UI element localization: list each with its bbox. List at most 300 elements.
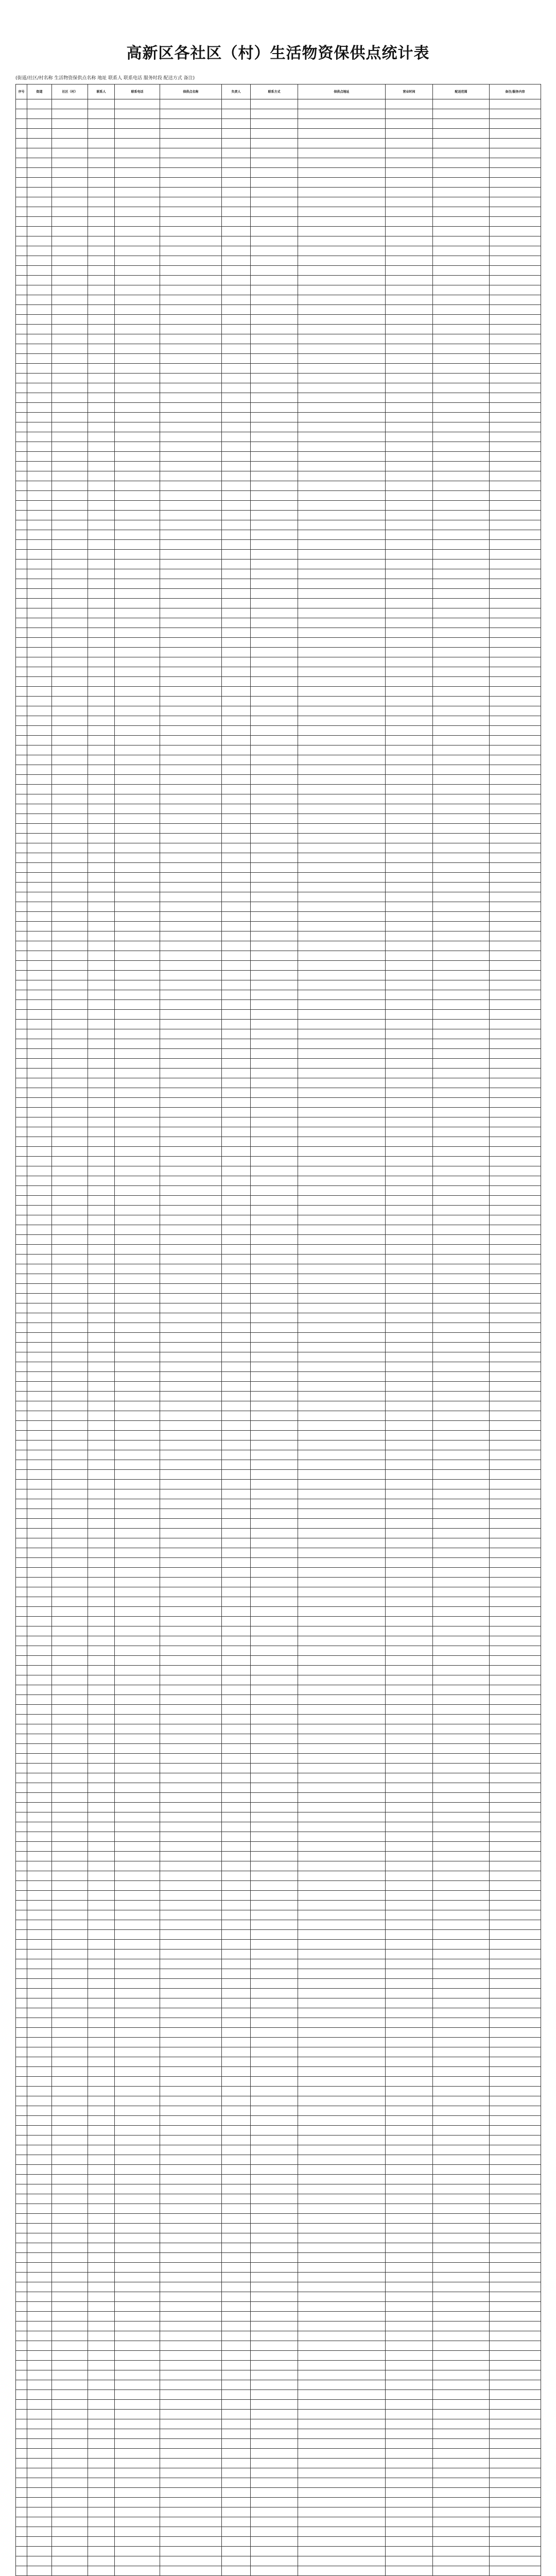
table-cell [27, 2116, 52, 2126]
table-cell [298, 99, 386, 109]
table-cell [160, 1969, 222, 1979]
table-row [16, 1460, 541, 1470]
table-cell [52, 276, 88, 285]
table-cell [27, 804, 52, 814]
table-cell [490, 2145, 541, 2155]
table-cell [115, 1029, 160, 1039]
table-row [16, 452, 541, 462]
table-cell [52, 1920, 88, 1930]
table-cell [16, 961, 27, 971]
table-cell [52, 2106, 88, 2116]
table-cell [386, 1852, 433, 1861]
table-cell [433, 1274, 490, 1284]
table-cell [16, 1979, 27, 1989]
table-cell [490, 2233, 541, 2243]
table-row [16, 1764, 541, 1773]
table-cell [27, 1411, 52, 1421]
table-cell [222, 344, 251, 354]
table-cell [27, 491, 52, 501]
table-cell [490, 677, 541, 687]
table-cell [27, 775, 52, 785]
table-cell [115, 139, 160, 148]
table-cell [52, 2224, 88, 2233]
table-row [16, 2204, 541, 2214]
table-cell [16, 1343, 27, 1352]
table-cell [490, 1206, 541, 1215]
table-cell [298, 785, 386, 794]
table-cell [222, 2047, 251, 2057]
table-row [16, 2370, 541, 2380]
table-cell [160, 1431, 222, 1440]
table-cell [386, 168, 433, 178]
table-cell [433, 2312, 490, 2321]
table-cell [160, 2341, 222, 2351]
table-cell [115, 1431, 160, 1440]
table-cell [222, 178, 251, 188]
table-cell [298, 1715, 386, 1724]
table-cell [298, 178, 386, 188]
table-cell [298, 1078, 386, 1088]
table-row [16, 178, 541, 188]
table-cell [88, 1793, 115, 1803]
table-cell [251, 1059, 298, 1069]
table-cell [386, 462, 433, 471]
table-cell [433, 2478, 490, 2488]
table-cell [115, 2233, 160, 2243]
table-cell [433, 1137, 490, 1147]
table-cell [115, 1529, 160, 1538]
table-cell [115, 1891, 160, 1901]
table-cell [298, 589, 386, 599]
table-cell [52, 892, 88, 902]
table-cell [52, 1832, 88, 1842]
table-cell [222, 1127, 251, 1137]
table-cell [251, 491, 298, 501]
table-cell [386, 1969, 433, 1979]
table-cell [115, 511, 160, 520]
table-cell [433, 941, 490, 951]
table-cell [433, 706, 490, 716]
table-cell [16, 1147, 27, 1157]
table-cell [386, 325, 433, 334]
table-cell [251, 2488, 298, 2498]
table-cell [298, 393, 386, 403]
table-cell [251, 951, 298, 961]
table-cell [490, 657, 541, 667]
table-cell [433, 325, 490, 334]
table-cell [222, 2214, 251, 2224]
table-cell [298, 2419, 386, 2429]
table-cell [490, 951, 541, 961]
table-cell [298, 1137, 386, 1147]
table-cell [251, 236, 298, 246]
table-cell [298, 2165, 386, 2175]
table-cell [433, 2459, 490, 2468]
table-cell [386, 2116, 433, 2126]
table-row [16, 1489, 541, 1499]
table-cell [490, 207, 541, 217]
table-cell [88, 569, 115, 579]
table-cell [222, 1529, 251, 1538]
table-cell [88, 931, 115, 941]
table-cell [115, 2126, 160, 2136]
table-cell [52, 648, 88, 657]
table-cell [433, 1548, 490, 1558]
table-cell [386, 1656, 433, 1666]
table-cell [160, 1773, 222, 1783]
table-cell [298, 1088, 386, 1098]
table-cell [88, 1568, 115, 1578]
table-cell [88, 1675, 115, 1685]
table-cell [490, 2057, 541, 2067]
table-cell [386, 2204, 433, 2214]
table-cell [16, 1675, 27, 1685]
table-cell [298, 1852, 386, 1861]
table-cell [222, 1901, 251, 1910]
table-cell [222, 197, 251, 207]
table-cell [251, 1930, 298, 1940]
table-cell [222, 677, 251, 687]
table-cell [298, 560, 386, 569]
table-cell [16, 1881, 27, 1891]
table-cell [88, 2175, 115, 2184]
table-cell [115, 1460, 160, 1470]
table-cell [433, 1088, 490, 1098]
table-cell [433, 119, 490, 129]
table-cell [88, 2038, 115, 2047]
table-cell [88, 2204, 115, 2214]
table-cell [298, 285, 386, 295]
table-cell [52, 1186, 88, 1196]
table-cell [386, 941, 433, 951]
table-cell [251, 2282, 298, 2292]
table-cell [222, 922, 251, 931]
table-cell [251, 1803, 298, 1812]
table-cell [251, 2145, 298, 2155]
table-cell [298, 1147, 386, 1157]
table-cell [222, 2312, 251, 2321]
table-cell [160, 2370, 222, 2380]
table-cell [115, 785, 160, 794]
table-cell [160, 1215, 222, 1225]
table-cell [160, 383, 222, 393]
table-cell [222, 638, 251, 648]
table-cell [88, 383, 115, 393]
table-cell [222, 834, 251, 843]
table-cell [298, 677, 386, 687]
table-cell [160, 1245, 222, 1255]
table-cell [115, 2018, 160, 2028]
table-cell [115, 853, 160, 863]
table-row [16, 1871, 541, 1881]
table-cell [115, 589, 160, 599]
table-cell [251, 1186, 298, 1196]
table-cell [52, 726, 88, 736]
table-cell [386, 2537, 433, 2547]
table-cell [88, 1783, 115, 1793]
table-cell [88, 2126, 115, 2136]
table-cell [160, 530, 222, 540]
table-cell [52, 491, 88, 501]
table-cell [115, 1392, 160, 1401]
table-cell [115, 638, 160, 648]
table-cell [433, 765, 490, 775]
table-cell [386, 1803, 433, 1812]
table-cell [115, 1137, 160, 1147]
table-cell [16, 697, 27, 706]
table-cell [386, 2136, 433, 2145]
table-row [16, 1352, 541, 1362]
table-cell [490, 1773, 541, 1783]
table-cell [490, 1264, 541, 1274]
table-cell [88, 119, 115, 129]
table-cell [16, 560, 27, 569]
table-cell [16, 442, 27, 452]
table-cell [16, 2067, 27, 2077]
table-cell [298, 2126, 386, 2136]
table-cell [27, 1891, 52, 1901]
table-cell [222, 1773, 251, 1783]
table-row [16, 1529, 541, 1538]
table-cell [251, 1773, 298, 1783]
table-cell [52, 560, 88, 569]
table-cell [490, 1127, 541, 1137]
table-cell [52, 2302, 88, 2312]
table-cell [386, 1108, 433, 1117]
table-row [16, 1313, 541, 1323]
table-cell [222, 119, 251, 129]
table-cell [433, 1881, 490, 1891]
table-cell [222, 1431, 251, 1440]
table-cell [16, 1440, 27, 1450]
table-cell [490, 2517, 541, 2527]
table-cell [115, 295, 160, 305]
table-cell [386, 1666, 433, 1675]
table-row [16, 432, 541, 442]
table-cell [88, 2116, 115, 2126]
table-cell [222, 1705, 251, 1715]
table-cell [433, 1264, 490, 1274]
table-cell [88, 1538, 115, 1548]
table-cell [115, 432, 160, 442]
table-cell [433, 843, 490, 853]
table-cell [222, 2547, 251, 2556]
table-cell [160, 511, 222, 520]
table-cell [160, 1029, 222, 1039]
table-cell [490, 2165, 541, 2175]
table-cell [27, 2390, 52, 2400]
table-cell [88, 1979, 115, 1989]
table-cell [16, 1529, 27, 1538]
table-cell [222, 1587, 251, 1597]
table-cell [298, 2302, 386, 2312]
table-cell [52, 1861, 88, 1871]
table-cell [115, 1000, 160, 1010]
table-cell [490, 941, 541, 951]
table-cell [16, 2380, 27, 2390]
table-cell [16, 207, 27, 217]
table-cell [16, 236, 27, 246]
table-cell [222, 266, 251, 276]
table-row [16, 2028, 541, 2038]
table-cell [490, 2351, 541, 2361]
table-cell [298, 1861, 386, 1871]
table-cell [490, 2263, 541, 2273]
table-cell [251, 99, 298, 109]
table-cell [16, 1303, 27, 1313]
table-cell [88, 1636, 115, 1646]
table-cell [52, 2194, 88, 2204]
table-cell [298, 481, 386, 491]
table-cell [115, 1499, 160, 1509]
table-row [16, 2302, 541, 2312]
table-cell [222, 374, 251, 383]
table-row [16, 139, 541, 148]
table-row [16, 2165, 541, 2175]
table-cell [52, 716, 88, 726]
table-cell [52, 1910, 88, 1920]
table-cell [222, 980, 251, 990]
table-cell [16, 902, 27, 912]
table-cell [52, 2341, 88, 2351]
table-cell [490, 1744, 541, 1754]
table-cell [27, 843, 52, 853]
table-cell [160, 2468, 222, 2478]
table-cell [88, 1431, 115, 1440]
table-cell [490, 2243, 541, 2253]
table-cell [16, 1166, 27, 1176]
table-cell [222, 256, 251, 266]
table-row [16, 266, 541, 276]
table-cell [433, 2273, 490, 2282]
table-cell [160, 227, 222, 236]
table-cell [88, 1127, 115, 1137]
table-cell [433, 648, 490, 657]
table-cell [433, 530, 490, 540]
table-cell [115, 2449, 160, 2459]
table-cell [160, 677, 222, 687]
table-cell [433, 2527, 490, 2537]
table-row [16, 1000, 541, 1010]
table-cell [222, 383, 251, 393]
table-cell [222, 99, 251, 109]
table-cell [490, 403, 541, 413]
table-cell [386, 1529, 433, 1538]
table-cell [115, 980, 160, 990]
table-cell [222, 2566, 251, 2576]
table-cell [251, 540, 298, 550]
table-cell [115, 2390, 160, 2400]
table-cell [115, 344, 160, 354]
table-cell [115, 1343, 160, 1352]
table-cell [222, 422, 251, 432]
table-cell [88, 2165, 115, 2175]
table-cell [251, 2331, 298, 2341]
table-cell [52, 1206, 88, 1215]
table-cell [160, 1852, 222, 1861]
table-row [16, 2400, 541, 2410]
table-cell [251, 1734, 298, 1744]
table-cell [52, 1989, 88, 1998]
table-row [16, 648, 541, 657]
table-cell [52, 501, 88, 511]
table-cell [27, 1176, 52, 1186]
table-cell [52, 579, 88, 589]
table-cell [386, 1431, 433, 1440]
table-cell [222, 1245, 251, 1255]
table-cell [490, 2204, 541, 2214]
table-cell [52, 2165, 88, 2175]
table-cell [433, 1206, 490, 1215]
table-cell [251, 383, 298, 393]
table-cell [16, 1323, 27, 1333]
table-cell [115, 2106, 160, 2116]
table-cell [160, 295, 222, 305]
table-cell [115, 2459, 160, 2468]
table-cell [160, 2478, 222, 2488]
table-cell [386, 745, 433, 755]
table-cell [433, 168, 490, 178]
table-cell [115, 1059, 160, 1069]
table-cell [16, 1392, 27, 1401]
table-row [16, 638, 541, 648]
table-cell [52, 1196, 88, 1206]
table-cell [298, 1372, 386, 1382]
table-cell [115, 1206, 160, 1215]
table-cell [160, 1734, 222, 1744]
table-row [16, 2184, 541, 2194]
table-cell [88, 1147, 115, 1157]
table-cell [88, 1303, 115, 1313]
table-cell [490, 2175, 541, 2184]
table-cell [386, 1127, 433, 1137]
table-cell [52, 2361, 88, 2370]
table-row [16, 1088, 541, 1098]
table-cell [88, 550, 115, 560]
table-cell [433, 452, 490, 462]
table-row [16, 1685, 541, 1695]
table-cell [386, 1930, 433, 1940]
table-cell [490, 2507, 541, 2517]
table-row [16, 755, 541, 765]
table-cell [298, 1049, 386, 1059]
table-cell [433, 1989, 490, 1998]
table-cell [115, 1450, 160, 1460]
table-cell [222, 2204, 251, 2214]
table-cell [386, 266, 433, 276]
table-cell [433, 1196, 490, 1206]
table-row [16, 1548, 541, 1558]
table-cell [222, 1871, 251, 1881]
table-cell [490, 990, 541, 1000]
table-body [16, 99, 541, 2576]
table-cell [222, 334, 251, 344]
table-cell [52, 971, 88, 980]
table-cell [251, 716, 298, 726]
table-cell [160, 902, 222, 912]
table-cell [298, 2067, 386, 2077]
table-cell [115, 1852, 160, 1861]
table-row [16, 2547, 541, 2556]
table-cell [251, 1587, 298, 1597]
table-row [16, 1323, 541, 1333]
table-cell [433, 618, 490, 628]
table-cell [386, 1186, 433, 1196]
table-cell [27, 941, 52, 951]
table-cell [115, 1480, 160, 1489]
table-cell [115, 2478, 160, 2488]
table-cell [251, 912, 298, 922]
